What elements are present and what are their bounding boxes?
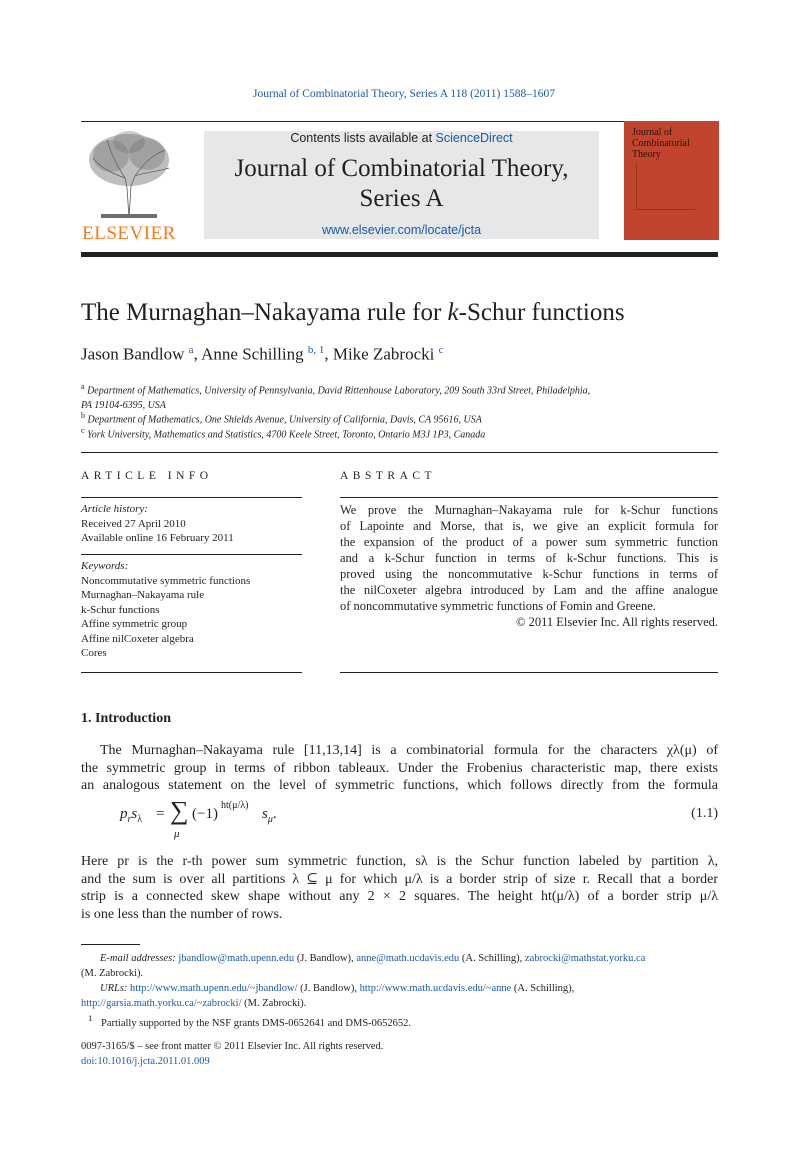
equation-number: (1.1) bbox=[691, 806, 718, 821]
journal-title-line2: Series A bbox=[359, 185, 444, 212]
eq-p: p bbox=[120, 806, 128, 822]
masthead-top-rule bbox=[81, 121, 718, 122]
email-label: E-mail addresses: bbox=[100, 953, 179, 964]
body-line: strip is a connected skew shape without any 2 × 2 squares. The height ht(μ/λ) of a border strip μ/λ bbox=[81, 889, 718, 904]
url-link[interactable]: http://garsia.math.yorku.ca/~zabrocki/ bbox=[81, 998, 242, 1009]
journal-cover[interactable] bbox=[624, 121, 719, 240]
url-link[interactable]: http://www.math.ucdavis.edu/~anne bbox=[359, 983, 512, 994]
cover-line3: Theory bbox=[632, 149, 661, 160]
copyright: © 2011 Elsevier Inc. All rights reserved. bbox=[515, 615, 718, 629]
body-line: an analogous statement on the level of symmetric functions, which follows directly from the formula bbox=[81, 778, 718, 793]
author-separator: , bbox=[193, 344, 202, 364]
eq-sum-index: μ bbox=[174, 828, 180, 840]
abstract-text bbox=[340, 502, 718, 630]
abstract-line: and a k-Schur function in terms of k-Schur functions. This is bbox=[340, 551, 718, 565]
affiliation-text: Department of Mathematics, University of Pennsylvania, David Rittenhouse Laboratory, 209 South 33rd Street, Philadelphia, bbox=[87, 385, 591, 397]
body-line: The Murnaghan–Nakayama rule [11,13,14] is a combinatorial formula for the characters χλ(μ) of bbox=[100, 743, 718, 758]
eq-equals: = bbox=[156, 806, 165, 822]
body-line: is one less than the number of rows. bbox=[81, 906, 283, 922]
abstract-line: of noncommutative symmetric functions of Fomin and Greene. bbox=[340, 599, 656, 613]
footnote-mark: 1 bbox=[88, 1013, 93, 1023]
author-affil-mark[interactable]: c bbox=[438, 344, 444, 356]
keyword: Murnaghan–Nakayama rule bbox=[81, 589, 205, 601]
journal-url[interactable]: www.elsevier.com/locate/jcta bbox=[321, 223, 482, 237]
contents-line bbox=[204, 131, 599, 145]
keyword: Noncommutative symmetric functions bbox=[81, 574, 251, 587]
paper-title bbox=[81, 299, 625, 327]
masthead-bottom-rule bbox=[81, 252, 718, 257]
email-owner: (J. Bandlow), bbox=[294, 953, 357, 964]
body-line: and the sum is over all partitions λ ⊆ μ for which μ/λ is a border strip of size r. Recall that a border bbox=[81, 871, 718, 887]
received-date: Received 27 April 2010 bbox=[81, 517, 186, 530]
cover-line1: Journal of bbox=[632, 127, 673, 138]
affiliation-text: York University, Mathematics and Statistics, 4700 Keele Street, Toronto, Ontario M3J 1P3, Canada bbox=[87, 429, 486, 441]
keyword: Cores bbox=[81, 647, 107, 659]
history-label: Article history: bbox=[81, 503, 148, 515]
article-info-rule bbox=[81, 497, 302, 498]
cover-line2: Combinatorial bbox=[632, 138, 690, 149]
section-heading: 1. Introduction bbox=[81, 711, 171, 726]
article-info-heading: ARTICLE INFO bbox=[81, 470, 213, 482]
author-name[interactable]: Jason Bandlow bbox=[81, 344, 185, 364]
body-line: the symmetric group in terms of ribbon tableaux. Under the Frobenius characteristic map, there exists bbox=[81, 760, 718, 776]
email-link[interactable]: zabrocki@mathstat.yorku.ca bbox=[524, 953, 646, 964]
email-owner: (A. Schilling), bbox=[459, 953, 525, 964]
keyword: Affine symmetric group bbox=[81, 618, 188, 630]
affiliations-rule bbox=[81, 452, 718, 453]
affiliation-text: PA 19104-6395, USA bbox=[81, 400, 166, 412]
equation-1-1 bbox=[120, 796, 680, 846]
title-part2: -Schur functions bbox=[458, 299, 625, 326]
keyword: k-Schur functions bbox=[81, 603, 160, 616]
cover-grid bbox=[636, 163, 695, 210]
intro-paragraph-2 bbox=[81, 853, 718, 923]
publisher-wordmark: ELSEVIER bbox=[82, 223, 176, 244]
online-date: Available online 16 February 2011 bbox=[81, 532, 234, 544]
footnote-text: Partially supported by the NSF grants DMS-0652641 and DMS-0652652. bbox=[101, 1017, 412, 1029]
abstract-rule bbox=[340, 497, 718, 498]
running-head[interactable]: Journal of Combinatorial Theory, Series A 118 (2011) 1588–1607 bbox=[253, 88, 555, 100]
email-link[interactable]: anne@math.ucdavis.edu bbox=[356, 953, 460, 964]
sciencedirect-link[interactable]: ScienceDirect bbox=[435, 131, 513, 145]
keywords-rule bbox=[81, 672, 302, 673]
author-name[interactable]: Anne Schilling bbox=[201, 344, 304, 364]
author-separator: , bbox=[324, 344, 333, 364]
journal-title bbox=[204, 154, 599, 214]
eq-sub-r: r bbox=[127, 814, 132, 825]
issn-line: 0097-3165/$ – see front matter © 2011 Elsevier Inc. All rights reserved. bbox=[81, 1041, 384, 1052]
abstract-line: of Lapointe and Morse, that is, we give an explicit formula for bbox=[340, 519, 718, 533]
intro-paragraph-1 bbox=[81, 742, 718, 795]
url-label: URLs: bbox=[100, 983, 131, 994]
abstract-heading: ABSTRACT bbox=[340, 470, 437, 482]
eq-sub-mu: μ bbox=[267, 814, 273, 825]
keyword: Affine nilCoxeter algebra bbox=[81, 632, 194, 645]
url-owner: (A. Schilling), bbox=[511, 983, 575, 994]
affiliation-c bbox=[81, 423, 485, 442]
abstract-line: We prove the Murnaghan–Nakayama rule for k-Schur functions bbox=[340, 503, 718, 517]
eq-s: s bbox=[262, 806, 268, 822]
abstract-line: proved using the noncommutative k-Schur functions in terms of bbox=[340, 567, 718, 581]
footnote-emails bbox=[81, 951, 718, 981]
eq-sub-lambda: λ bbox=[137, 814, 143, 825]
doi-link[interactable]: doi:10.1016/j.jcta.2011.01.009 bbox=[81, 1056, 210, 1067]
affiliation-mark: b bbox=[81, 411, 85, 420]
journal-title-line1: Journal of Combinatorial Theory, bbox=[234, 155, 569, 182]
eq-term: (−1) bbox=[192, 806, 218, 822]
author-name[interactable]: Mike Zabrocki bbox=[332, 344, 435, 364]
email-link[interactable]: jbandlow@math.upenn.edu bbox=[178, 953, 295, 964]
url-owner: (J. Bandlow), bbox=[297, 983, 360, 994]
article-history bbox=[81, 502, 302, 546]
author-affil-mark[interactable]: a bbox=[188, 344, 194, 356]
affiliation-mark: c bbox=[81, 426, 85, 435]
elsevier-tree-logo bbox=[81, 128, 177, 220]
title-k: k bbox=[447, 299, 459, 326]
url-link[interactable]: http://www.math.upenn.edu/~jbandlow/ bbox=[130, 983, 298, 994]
keywords-label: Keywords: bbox=[81, 560, 129, 572]
history-rule bbox=[81, 554, 302, 555]
url-owner: (M. Zabrocki). bbox=[241, 998, 307, 1009]
eq-period: . bbox=[272, 806, 277, 822]
author-list bbox=[81, 344, 443, 365]
eq-exponent: ht(μ/λ) bbox=[221, 800, 249, 811]
author-affil-mark[interactable]: b, 1 bbox=[307, 344, 325, 356]
keywords bbox=[81, 559, 302, 661]
affiliation-mark: a bbox=[81, 382, 85, 391]
affiliation-text: Department of Mathematics, One Shields Avenue, University of California, Davis, CA 95616, USA bbox=[87, 414, 482, 426]
email-owner: (M. Zabrocki). bbox=[81, 968, 144, 979]
footnote-1 bbox=[88, 1011, 725, 1031]
abstract-line: the expansion of the product of a power sum symmetric function bbox=[340, 535, 718, 549]
title-part1: The Murnaghan–Nakayama rule for bbox=[81, 299, 448, 326]
body-line: Here pr is the r-th power sum symmetric function, sλ is the Schur function labeled by partition λ, bbox=[81, 854, 718, 869]
eq-sum: ∑ bbox=[170, 796, 189, 825]
eq-s: s bbox=[131, 806, 138, 822]
footnote-rule bbox=[81, 944, 140, 945]
footnote-urls bbox=[81, 981, 718, 1011]
abstract-line: the nilCoxeter algebra introduced by Lam and the affine analogue bbox=[340, 583, 718, 597]
abstract-bottom-rule bbox=[340, 672, 718, 673]
contents-prefix: Contents lists available at bbox=[290, 131, 436, 145]
